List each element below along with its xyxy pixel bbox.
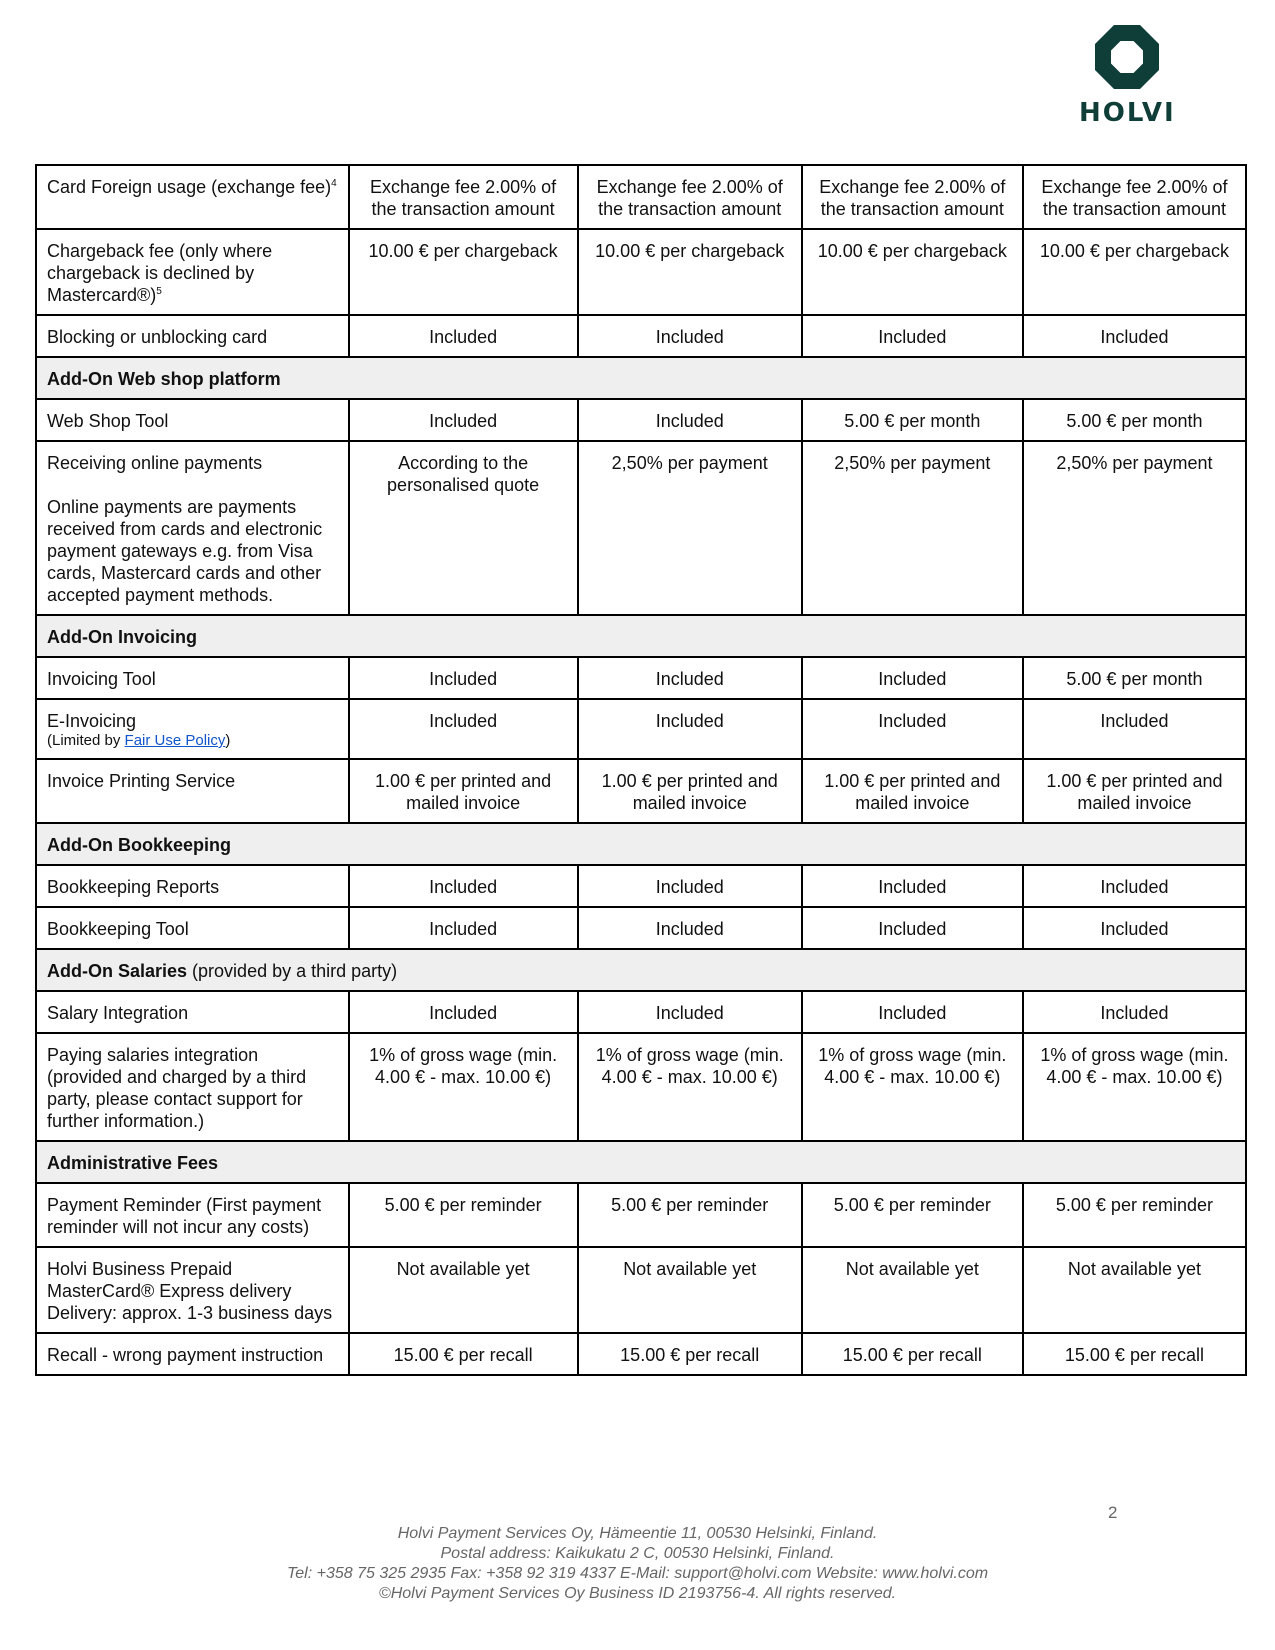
plan-value-cell: Included [1023, 865, 1246, 907]
section-header [36, 1141, 1246, 1183]
plan-value-cell: According to the personalised quote [349, 441, 578, 615]
row-label: Invoicing Tool [47, 669, 156, 689]
plan-value-cell: 1% of gross wage (min. 4.00 € - max. 10.00 €) [349, 1033, 578, 1141]
plan-value-cell: 10.00 € per chargeback [578, 229, 802, 315]
table-row [36, 1247, 1246, 1333]
row-label: Chargeback fee (only where chargeback is declined by Mastercard®) [47, 241, 273, 305]
table-row [36, 165, 1246, 229]
footer-contact: Tel: +358 75 325 2935 Fax: +358 92 319 4337 E-Mail: support@holvi.com Website: www.holvi.com [286, 1565, 989, 1582]
page-footer [0, 1524, 1275, 1604]
plan-value-cell: Included [802, 907, 1023, 949]
row-label-cell [36, 441, 349, 615]
row-label-cell [36, 1033, 349, 1141]
plan-value-cell: Included [1023, 907, 1246, 949]
table-row [36, 399, 1246, 441]
plan-value-cell: 15.00 € per recall [349, 1333, 578, 1375]
row-label-cell [36, 759, 349, 823]
paragraph-gap [47, 474, 338, 496]
plan-value-cell: Not available yet [578, 1247, 802, 1333]
table-row [36, 865, 1246, 907]
plan-value-cell: Included [349, 907, 578, 949]
plan-value-cell: Included [578, 399, 802, 441]
table-row [36, 759, 1246, 823]
footer-postal: Postal address: Kaikukatu 2 C, 00530 Helsinki, Finland. [440, 1545, 835, 1562]
section-header [36, 615, 1246, 657]
footnote-marker: 4 [331, 178, 337, 189]
row-label: Payment Reminder (First payment reminder will not incur any costs) [47, 1195, 322, 1237]
page-number: 2 [1108, 1503, 1118, 1522]
row-label-cell [36, 991, 349, 1033]
holvi-logo [1079, 22, 1175, 128]
plan-value-cell: Included [578, 907, 802, 949]
plan-value-cell: 2,50% per payment [802, 441, 1023, 615]
section-title: Add-On Web shop platform [47, 369, 281, 389]
section-row [36, 615, 1246, 657]
plan-value-cell: 10.00 € per chargeback [802, 229, 1023, 315]
section-title: Add-On Invoicing [47, 627, 197, 647]
plan-value-cell: Included [802, 315, 1023, 357]
row-label-cell [36, 699, 349, 759]
row-label: Holvi Business Prepaid MasterCard® Express delivery Delivery: approx. 1-3 business days [47, 1259, 333, 1323]
table-row [36, 441, 1246, 615]
plan-value-cell: 5.00 € per month [1023, 657, 1246, 699]
section-row [36, 823, 1246, 865]
plan-value-cell: 1% of gross wage (min. 4.00 € - max. 10.00 €) [802, 1033, 1023, 1141]
table-row [36, 1033, 1246, 1141]
plan-value-cell: 1% of gross wage (min. 4.00 € - max. 10.00 €) [1023, 1033, 1246, 1141]
plan-value-cell: Not available yet [802, 1247, 1023, 1333]
section-header [36, 823, 1246, 865]
plan-value-cell: Included [349, 657, 578, 699]
row-label: Salary Integration [47, 1003, 189, 1023]
section-title: Add-On Salaries [47, 961, 188, 981]
plan-value-cell: Exchange fee 2.00% of the transaction amount [802, 165, 1023, 229]
plan-value-cell: 2,50% per payment [578, 441, 802, 615]
table-row [36, 907, 1246, 949]
table-row [36, 991, 1246, 1033]
plan-value-cell: 1.00 € per printed and mailed invoice [578, 759, 802, 823]
row-note: Online payments are payments received from cards and electronic payment gateways e.g. from Visa cards, Mastercard cards and other accepted payment methods. [47, 497, 323, 605]
plan-value-cell: 1.00 € per printed and mailed invoice [349, 759, 578, 823]
row-label: Bookkeeping Reports [47, 877, 220, 897]
row-label-cell [36, 165, 349, 229]
row-label-cell [36, 399, 349, 441]
table-row [36, 657, 1246, 699]
plan-value-cell: Included [578, 699, 802, 759]
plan-value-cell: Exchange fee 2.00% of the transaction amount [349, 165, 578, 229]
plan-value-cell: Included [1023, 315, 1246, 357]
holvi-logo-text: HOLVI [1079, 98, 1176, 128]
plan-value-cell: 15.00 € per recall [1023, 1333, 1246, 1375]
row-label-cell [36, 907, 349, 949]
plan-value-cell: Included [802, 657, 1023, 699]
section-title: Add-On Bookkeeping [47, 835, 231, 855]
row-label-cell [36, 1183, 349, 1247]
plan-value-cell: 10.00 € per chargeback [349, 229, 578, 315]
table-row [36, 1333, 1246, 1375]
row-label-cell [36, 315, 349, 357]
plan-value-cell: Included [578, 657, 802, 699]
plan-value-cell: Exchange fee 2.00% of the transaction amount [578, 165, 802, 229]
plan-value-cell: 5.00 € per reminder [349, 1183, 578, 1247]
plan-value-cell: Included [802, 991, 1023, 1033]
row-label-cell [36, 229, 349, 315]
plan-value-cell: Included [349, 865, 578, 907]
row-label: Card Foreign usage (exchange fee) [47, 177, 332, 197]
row-label-cell [36, 657, 349, 699]
section-row [36, 949, 1246, 991]
section-row [36, 1141, 1246, 1183]
row-label: Paying salaries integration (provided and charged by a third party, please contact support for further information.) [47, 1045, 307, 1131]
row-label-cell [36, 1333, 349, 1375]
plan-value-cell: 5.00 € per reminder [578, 1183, 802, 1247]
section-header [36, 949, 1246, 991]
row-label-cell [36, 865, 349, 907]
plan-value-cell: Included [349, 315, 578, 357]
plan-value-cell: 15.00 € per recall [578, 1333, 802, 1375]
fair-use-policy-link[interactable]: Fair Use Policy [124, 732, 226, 749]
plan-value-cell: 1.00 € per printed and mailed invoice [802, 759, 1023, 823]
table-row [36, 1183, 1246, 1247]
section-subtitle: (provided by a third party) [187, 961, 398, 981]
plan-value-cell: 5.00 € per reminder [1023, 1183, 1246, 1247]
plan-value-cell: Included [578, 315, 802, 357]
row-label-cell [36, 1247, 349, 1333]
plan-value-cell: Included [802, 699, 1023, 759]
table-row [36, 229, 1246, 315]
plan-value-cell: 5.00 € per reminder [802, 1183, 1023, 1247]
fee-table [35, 164, 1247, 1376]
section-row [36, 357, 1246, 399]
plan-value-cell: 1.00 € per printed and mailed invoice [1023, 759, 1246, 823]
table-row [36, 699, 1246, 759]
plan-value-cell: Included [349, 399, 578, 441]
table-row [36, 315, 1246, 357]
small-note-prefix: (Limited by [47, 732, 125, 749]
plan-value-cell: 5.00 € per month [1023, 399, 1246, 441]
plan-value-cell: Included [578, 865, 802, 907]
plan-value-cell: Included [578, 991, 802, 1033]
row-label: Invoice Printing Service [47, 771, 236, 791]
section-title: Administrative Fees [47, 1153, 219, 1173]
row-small-note [47, 732, 338, 750]
plan-value-cell: 15.00 € per recall [802, 1333, 1023, 1375]
small-note-suffix: ) [225, 732, 231, 749]
plan-value-cell: Included [349, 991, 578, 1033]
row-label: Bookkeeping Tool [47, 919, 189, 939]
footer-copyright: ©Holvi Payment Services Oy Business ID 2193756-4. All rights reserved. [378, 1585, 897, 1602]
plan-value-cell: Not available yet [349, 1247, 578, 1333]
plan-value-cell: Included [1023, 991, 1246, 1033]
footnote-marker: 5 [156, 286, 162, 297]
row-label: E-Invoicing [47, 711, 137, 731]
plan-value-cell: Included [802, 865, 1023, 907]
footer-address: Holvi Payment Services Oy, Hämeentie 11, 00530 Helsinki, Finland. [397, 1525, 878, 1542]
row-label: Blocking or unblocking card [47, 327, 268, 347]
plan-value-cell: Included [349, 699, 578, 759]
row-label: Recall - wrong payment instruction [47, 1345, 324, 1365]
plan-value-cell: 5.00 € per month [802, 399, 1023, 441]
plan-value-cell: 2,50% per payment [1023, 441, 1246, 615]
holvi-logo-icon [1092, 22, 1162, 92]
plan-value-cell: Exchange fee 2.00% of the transaction amount [1023, 165, 1246, 229]
section-header [36, 357, 1246, 399]
plan-value-cell: 10.00 € per chargeback [1023, 229, 1246, 315]
row-label: Receiving online payments [47, 453, 263, 473]
row-label: Web Shop Tool [47, 411, 169, 431]
plan-value-cell: Not available yet [1023, 1247, 1246, 1333]
plan-value-cell: 1% of gross wage (min. 4.00 € - max. 10.00 €) [578, 1033, 802, 1141]
plan-value-cell: Included [1023, 699, 1246, 759]
